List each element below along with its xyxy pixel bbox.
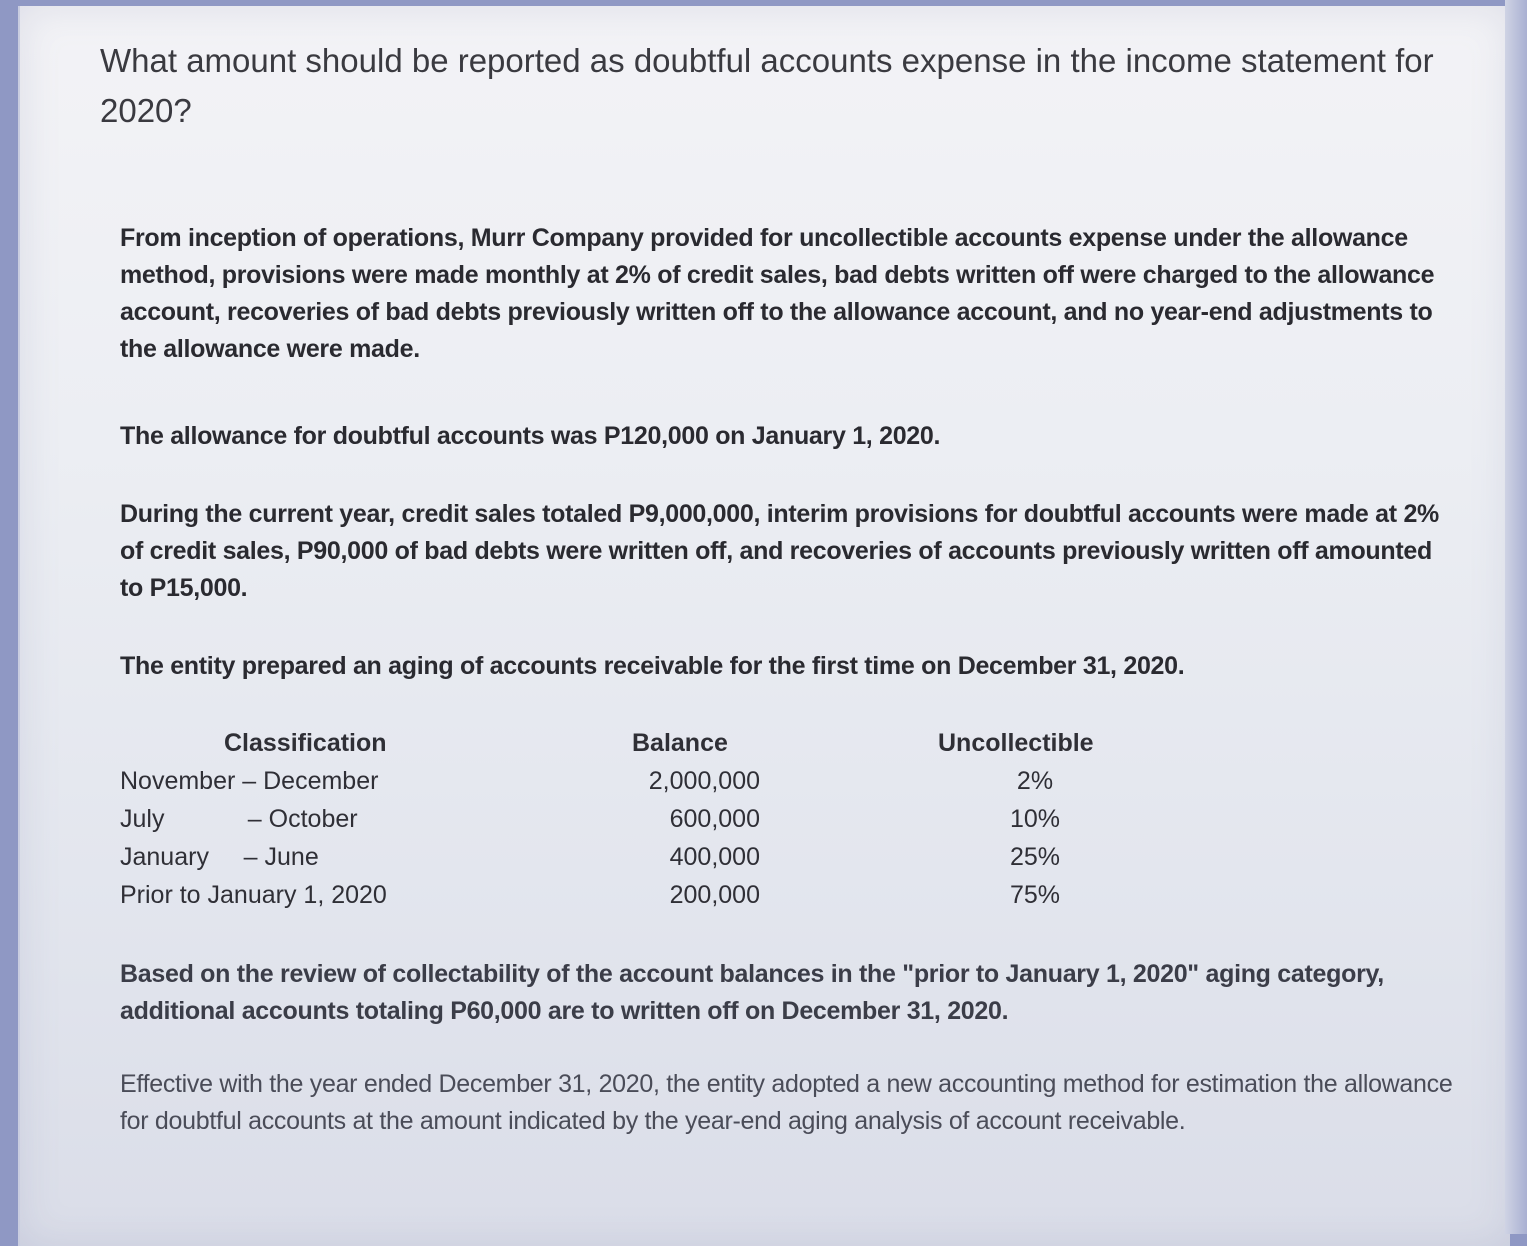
cell-classification: July – October: [120, 805, 358, 833]
cell-balance: 2,000,000: [648, 767, 760, 795]
paragraph-allowance-method: From inception of operations, Murr Company provided for uncollectible accounts expense under the allowance method, provisions were made monthly at 2% of credit sales, bad debts written off were charged to the allowance account, recoveries of bad debts previously written off to the allowance account, and no year-end adjustments to the allowance were made.: [120, 224, 1435, 363]
paragraph-current-year: During the current year, credit sales totaled P9,000,000, interim provisions for doubtful accounts were made at 2% of credit sales, P90,000 of bad debts were written off, and recoveries of accounts previously written off amounted to P15,000.: [120, 500, 1439, 602]
cell-classification: Prior to January 1, 2020: [120, 881, 387, 909]
cell-balance: 200,000: [669, 881, 760, 909]
cell-uncollectible: 25%: [1009, 843, 1061, 871]
paragraph-additional-writeoff: Based on the review of collectability of the account balances in the "prior to January 1, 2020" aging category, additional accounts totaling P60,000 are to written off on December 31, 2020.: [120, 960, 1384, 1025]
cell-uncollectible: 2%: [1016, 767, 1054, 795]
paragraph-beginning-allowance: The allowance for doubtful accounts was P120,000 on January 1, 2020.: [120, 422, 941, 450]
header-balance: Balance: [632, 729, 728, 757]
cell-balance: 600,000: [669, 805, 760, 833]
cell-uncollectible: 10%: [1009, 805, 1061, 833]
cell-uncollectible: 75%: [1009, 881, 1061, 909]
cell-balance: 400,000: [669, 843, 760, 871]
paragraph-aging-intro: The entity prepared an aging of accounts receivable for the first time on December 31, 2020.: [120, 652, 1185, 680]
screen-edge: [1505, 0, 1527, 1234]
cell-classification: November – December: [120, 767, 379, 795]
question-text: What amount should be reported as doubtful accounts expense in the income statement for 2020?: [100, 42, 1434, 129]
header-classification: Classification: [224, 729, 387, 757]
header-uncollectible: Uncollectible: [938, 729, 1094, 757]
table-row: [120, 876, 1220, 914]
document-screen: [18, 6, 1510, 1246]
table-row: [120, 762, 1220, 800]
cell-classification: January – June: [120, 843, 319, 871]
table-row: [120, 800, 1220, 838]
paragraph-new-method: Effective with the year ended December 31, 2020, the entity adopted a new accounting method for estimation the allowance for doubtful accounts at the amount indicated by the year-end aging analysis of account receivable.: [120, 1070, 1453, 1135]
table-row: [120, 838, 1220, 876]
